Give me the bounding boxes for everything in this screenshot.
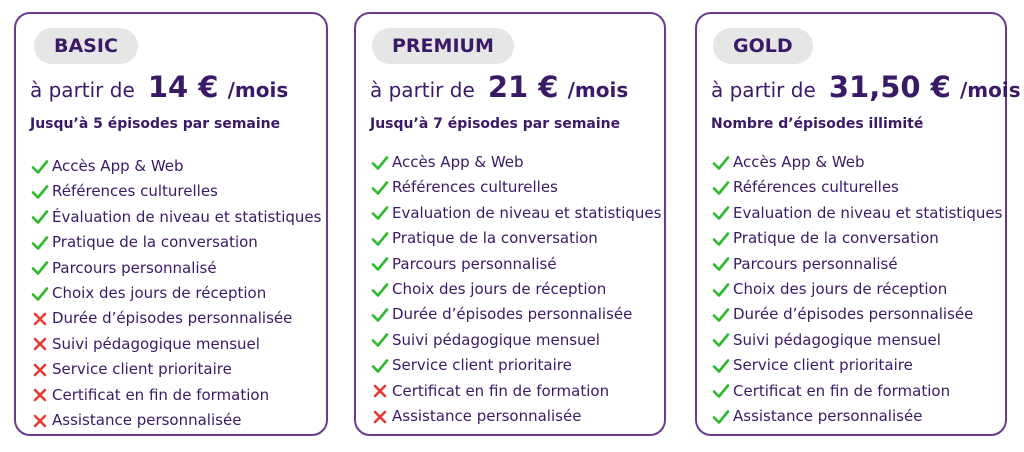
check-icon (711, 153, 731, 173)
feature-label: Certificat en fin de formation (733, 381, 951, 400)
feature-item (30, 256, 321, 281)
check-icon (30, 258, 50, 278)
price-prefix: à partir de (30, 78, 135, 102)
check-icon (370, 305, 390, 325)
price-amount: 21 € (487, 70, 559, 104)
check-icon (370, 203, 390, 223)
feature-label: Assistance personnalisée (392, 406, 582, 425)
feature-label: Choix des jours de réception (52, 283, 267, 302)
check-icon (711, 305, 731, 325)
feature-item (711, 201, 1002, 226)
price-unit: /mois (959, 78, 1021, 102)
plan-subtitle: Nombre d’épisodes illimité (711, 116, 924, 132)
check-icon (711, 178, 731, 198)
cross-icon (370, 381, 390, 401)
plan-subtitle: Jusqu’à 7 épisodes par semaine (370, 116, 621, 132)
check-icon (30, 182, 50, 202)
plan-name-badge: BASIC (34, 28, 138, 64)
price-amount: 14 € (147, 70, 219, 104)
feature-item (711, 175, 1002, 200)
check-icon (711, 407, 731, 427)
feature-item (370, 353, 661, 378)
feature-item (370, 328, 661, 353)
check-icon (30, 233, 50, 253)
check-icon (711, 229, 731, 249)
feature-label: Accès App & Web (733, 153, 865, 171)
feature-label: Pratique de la conversation (52, 233, 258, 252)
feature-item (370, 252, 661, 277)
feature-label: Suivi pédagogique mensuel (392, 330, 600, 349)
feature-label: Parcours personnalisé (733, 254, 898, 273)
feature-item (711, 328, 1002, 353)
feature-item (30, 383, 321, 408)
cross-icon (30, 360, 50, 380)
feature-label: Service client prioritaire (733, 356, 913, 375)
feature-label: Assistance personnalisée (52, 410, 242, 429)
check-icon (711, 330, 731, 350)
check-icon (30, 207, 50, 227)
feature-item (370, 226, 661, 251)
feature-label: Pratique de la conversation (392, 229, 598, 248)
feature-item (370, 277, 661, 302)
check-icon (370, 254, 390, 274)
feature-item (711, 404, 1002, 429)
plan-card-basic (14, 12, 328, 436)
feature-label: Références culturelles (733, 178, 899, 197)
feature-label: Durée d’épisodes personnalisée (52, 309, 293, 328)
check-icon (711, 254, 731, 274)
feature-item (30, 154, 321, 179)
check-icon (711, 203, 731, 223)
feature-item (370, 201, 661, 226)
feature-label: Choix des jours de réception (733, 279, 948, 298)
feature-item (711, 302, 1002, 327)
price-prefix: à partir de (711, 78, 816, 102)
feature-label: Pratique de la conversation (733, 229, 939, 248)
check-icon (370, 330, 390, 350)
feature-item (370, 404, 661, 429)
feature-label: Références culturelles (52, 182, 218, 201)
check-icon (30, 157, 50, 177)
check-icon (370, 153, 390, 173)
feature-list (30, 154, 321, 433)
feature-item (711, 379, 1002, 404)
check-icon (711, 381, 731, 401)
plan-card-premium (354, 12, 666, 436)
feature-label: Accès App & Web (52, 157, 184, 175)
feature-label: Assistance personnalisée (733, 406, 923, 425)
feature-label: Suivi pédagogique mensuel (733, 330, 941, 349)
check-icon (370, 229, 390, 249)
feature-list (370, 150, 661, 429)
feature-item (370, 379, 661, 404)
check-icon (30, 284, 50, 304)
feature-item (30, 281, 321, 306)
price-amount: 31,50 € (828, 70, 951, 104)
feature-label: Certificat en fin de formation (392, 381, 610, 400)
feature-item (30, 179, 321, 204)
feature-label: Accès App & Web (392, 153, 524, 171)
feature-label: Suivi pédagogique mensuel (52, 334, 260, 353)
check-icon (370, 356, 390, 376)
plan-subtitle: Jusqu’à 5 épisodes par semaine (30, 116, 281, 132)
check-icon (711, 280, 731, 300)
plan-card-gold (695, 12, 1021, 436)
feature-label: Évaluation de niveau et statistiques (52, 207, 322, 226)
price-line (370, 70, 628, 104)
price-unit: /mois (567, 78, 629, 102)
price-prefix: à partir de (370, 78, 475, 102)
price-line (30, 70, 288, 104)
feature-item (711, 150, 1002, 175)
feature-item (370, 150, 661, 175)
cross-icon (30, 385, 50, 405)
feature-item (711, 252, 1002, 277)
feature-label: Parcours personnalisé (392, 254, 557, 273)
feature-item (30, 230, 321, 255)
feature-item (370, 175, 661, 200)
feature-item (711, 353, 1002, 378)
feature-item (30, 306, 321, 331)
cross-icon (30, 334, 50, 354)
feature-item (30, 357, 321, 382)
feature-label: Choix des jours de réception (392, 279, 607, 298)
cross-icon (30, 411, 50, 431)
feature-list (711, 150, 1002, 429)
feature-item (30, 205, 321, 230)
feature-label: Parcours personnalisé (52, 258, 217, 277)
feature-label: Certificat en fin de formation (52, 385, 270, 404)
cross-icon (370, 407, 390, 427)
price-unit: /mois (227, 78, 289, 102)
feature-label: Références culturelles (392, 178, 558, 197)
cross-icon (30, 309, 50, 329)
feature-label: Service client prioritaire (392, 356, 572, 375)
plan-name-badge: PREMIUM (372, 28, 514, 64)
feature-item (711, 226, 1002, 251)
feature-item (30, 408, 321, 433)
check-icon (370, 280, 390, 300)
feature-label: Durée d’épisodes personnalisée (392, 305, 633, 324)
feature-label: Evaluation de niveau et statistiques (392, 203, 662, 222)
feature-item (30, 332, 321, 357)
feature-label: Durée d’épisodes personnalisée (733, 305, 974, 324)
feature-item (711, 277, 1002, 302)
feature-label: Evaluation de niveau et statistiques (733, 203, 1003, 222)
plan-name-badge: GOLD (713, 28, 813, 64)
feature-item (370, 302, 661, 327)
price-line (711, 70, 1021, 104)
feature-label: Service client prioritaire (52, 360, 232, 379)
check-icon (370, 178, 390, 198)
check-icon (711, 356, 731, 376)
